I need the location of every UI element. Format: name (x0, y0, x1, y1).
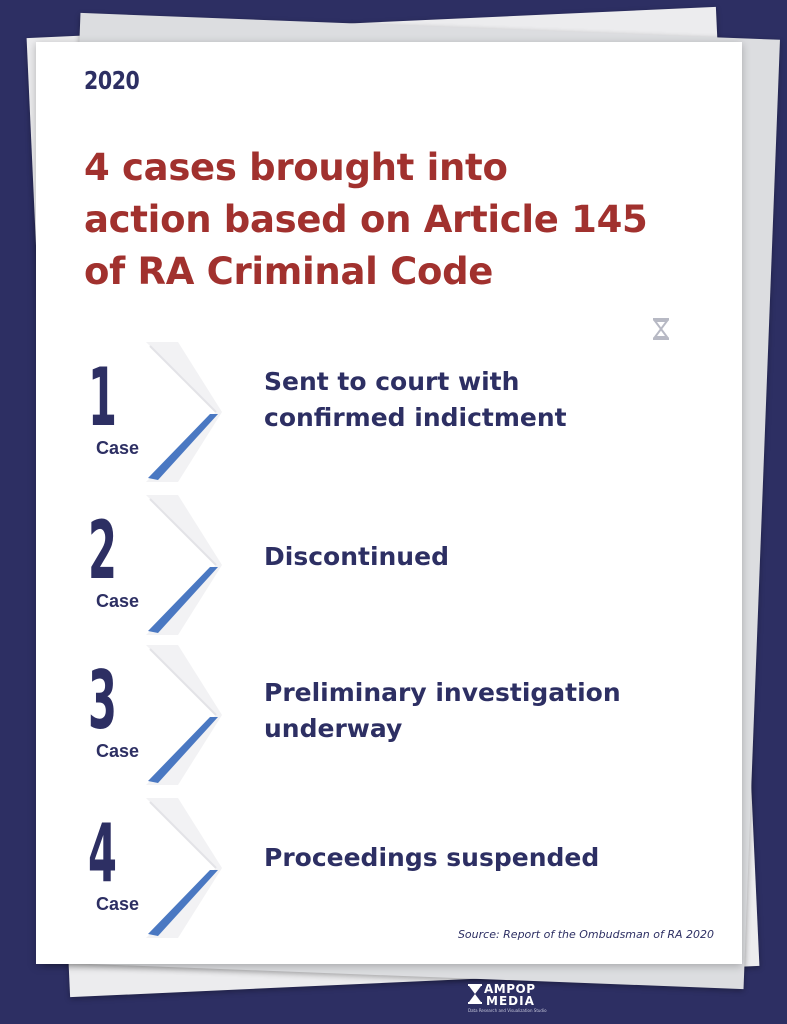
case-status-line-1: Sent to court with (264, 367, 520, 396)
case-status (264, 675, 714, 747)
headline (84, 142, 724, 298)
case-status-line-2: underway (264, 714, 403, 743)
case-status-line-1: Discontinued (264, 542, 449, 571)
source-note: Source: Report of the Ombudsman of RA 2020 (457, 928, 714, 941)
chevron-icon (144, 645, 224, 785)
year-label: 2020 (84, 66, 140, 95)
chevron-icon (144, 342, 224, 482)
case-unit-label: Case (96, 438, 140, 458)
case-row-3 (36, 645, 742, 795)
case-status (264, 840, 714, 876)
logo-text-line-2: MEDIA (486, 994, 535, 1008)
headline-line-2: action based on Article 145 (84, 198, 648, 241)
headline-line-1: 4 cases brought into (84, 146, 508, 189)
chevron-icon (144, 495, 224, 635)
case-row-4 (36, 798, 742, 948)
case-row-2 (36, 495, 742, 645)
case-number: 4 (88, 807, 117, 900)
case-number: 1 (88, 351, 117, 444)
logo-tagline: Data Research and Visualization Studio (468, 1008, 547, 1013)
logo-text-line-1: AMPOP (484, 982, 536, 996)
case-status-line-2: confirmed indictment (264, 403, 567, 432)
case-row-1 (36, 342, 742, 492)
case-unit-label: Case (96, 894, 140, 914)
case-number: 3 (88, 654, 117, 747)
case-status (264, 364, 714, 436)
case-unit-label: Case (96, 591, 140, 611)
case-number: 2 (88, 504, 117, 597)
infographic-sheet (36, 42, 742, 964)
headline-line-3: of RA Criminal Code (84, 250, 494, 293)
hourglass-icon (652, 318, 670, 340)
case-status (264, 539, 714, 575)
case-status-line-1: Preliminary investigation (264, 678, 621, 707)
ampop-logo-icon (468, 984, 482, 1004)
case-unit-label: Case (96, 741, 140, 761)
case-status-line-1: Proceedings suspended (264, 843, 600, 872)
chevron-icon (144, 798, 224, 938)
ampop-media-logo (468, 982, 547, 1018)
